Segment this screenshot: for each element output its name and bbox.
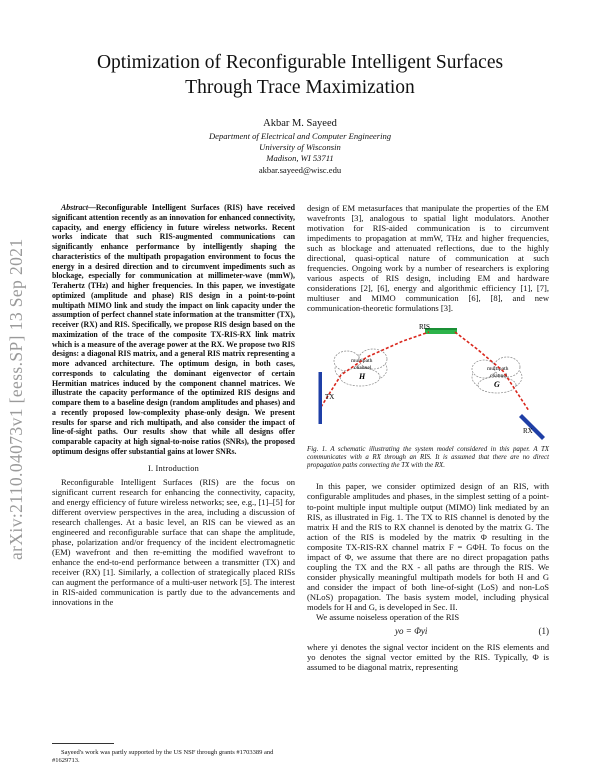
intro-paragraph-4: where yi denotes the signal vector incident on the RIS elements and yo denotes the signal vector emitted by the RIS. Typically, Φ is assumed to be diagonal matrix, representing [307,642,549,673]
tx-label: TX [325,392,335,401]
left-cloud-label-1: multipath [351,357,373,364]
arxiv-identifier: arXiv:2110.04073v1 [eess.SP] 13 Sep 2021 [6,238,26,560]
intro-paragraph-3: We assume noiseless operation of the RIS [316,612,460,623]
ris-label: RIS [419,322,430,331]
author-department: Department of Electrical and Computer Engineering [208,131,392,141]
abstract-lead: Abstract [61,203,89,212]
system-model-diagram [307,315,549,443]
equation-1 [307,622,549,642]
left-column [52,203,295,607]
footnote-text: Sayeed's work was partly supported by the US NSF through grants #1703389 and #1629713. [52,749,274,764]
author-block [100,117,500,177]
abstract [52,203,295,457]
equation-1-number: (1) [538,626,549,637]
author-email[interactable]: akbar.sayeed@wisc.edu [258,165,342,175]
right-column [307,203,549,672]
author-name: Akbar M. Sayeed [263,118,337,129]
right-cloud-symbol: G [494,379,500,389]
right-cloud-label-1: multipath [487,365,509,372]
author-city: Madison, WI 53711 [266,153,334,163]
tx-antenna-icon [319,372,323,424]
abstract-text: —Reconfigurable Intelligent Surfaces (RIS) have received significant attention recently as an innovation for enhanced connectivity, capacity, and energy efficiency in future wireless networks. Recent works indicate that such RIS-augmented communications can significantly enhance performance by intelligently shaping the characteristics of the multipath propagation environment to focus the energy in a desired direction and to circumvent impediments such as blockage, especially for communication at millimeter-wave (mmW), Terahertz (THz) and higher frequencies. In this paper, we investigate optimized (amplitude and phase) RIS design in a point-to-point multipath MIMO link and study the impact on link capacity under the assumption of perfect channel state information at the transmitter (TX), receiver (RX) and RIS. Specifically, we propose RIS design based on the maximization of the trace of the composite TX-RIS-RX link matrix which is a measure of the average power at the RX. We propose two RIS designs: a diagonal RIS matrix, and a general RIS matrix representing a more advanced architecture. The optimum design, in both cases, corresponds to calculating the dominant eigenvector of certain Hermitian matrices induced by the component channel matrices. We illustrate the capacity performance of the optimized RIS designs and compare them to a baseline design (random amplitudes and phases) and a recently proposed low-complexity phase-only design. We present results for sparse and rich multipath, and also consider the impact of line-of-sight paths. Our results show that while all designs offer comparable capacity at high signal-to-noise ratios (SNRs), the proposed optimum designs offer substantial gains at lower SNRs. [52,203,295,456]
footnote [52,743,295,765]
title-line-2: Through Trace Maximization [185,77,415,98]
right-cloud-label-2: channel [490,372,508,379]
section-heading-introduction: I. Introduction [148,463,199,473]
rx-label: RX [523,426,533,435]
paper-title [40,50,560,100]
figure-1 [307,315,549,443]
intro-paragraph-2: In this paper, we consider optimized design of an RIS, with configurable amplitudes and phases, in the simplest setting of a point-to-point multiple input multiple output (MIMO) link mediated by an RIS, as illustrated in Fig. 1. The TX to RIS channel is denoted by the matrix H and the RIS to RX channel is denoted by the matrix G. The action of the RIS is modeled by the matrix Φ resulting in the composite TX-RIS-RX channel matrix F = GΦH. To focus on the impact of Φ, we assume that there are no direct propagation paths coupling the TX and the RX - all paths are through the RIS. We consider physically meaningful multipath models for both H and G and consider the impact of both line-of-sight (LoS) and non-LoS (NLoS) propagation. The basis system model, including physical models for H and G, is developed in Sec. II. [307,481,549,612]
equation-1-body: yo = Φyi [395,626,428,637]
footnote-rule [52,743,114,744]
figure-1-caption: Fig. 1. A schematic illustrating the system model considered in this paper. A TX communicates with a RX through an RIS. It is assumed that there are no direct propagation paths connecting the TX with the RX. [307,445,549,470]
intro-paragraph-1: Reconfigurable Intelligent Surfaces (RIS) are the focus on significant current research for enhancing the connectivity, capacity, and energy efficiency of future wireless networks; see, e.g., [1]–[5] for different overview perspectives in the area, including a discussion of research challenges. At a basic level, an RIS can be viewed as an engineered and reconfigurable surface that can shape the amplitude, phase, polarization and/or frequency of the incident electromagnetic (EM) wavefront and then re-emitting the modified wavefront to enhance the end-to-end performance between a transmitter (TX) and receiver (RX) [1]. Similarly, a collection of strategically placed RISs can augment the performance of a multi-user network [5]. The interest in RIS-aided communication is partly due to the advancements and innovations in the [52,476,295,608]
title-line-1: Optimization of Reconfigurable Intelligent Surfaces [96,52,504,73]
left-cloud-label-2: channel [354,364,372,371]
left-cloud-symbol: H [359,371,366,381]
author-university: University of Wisconsin [259,142,341,152]
intro-paragraph-1-continued: design of EM metasurfaces that manipulate the properties of the EM wavefronts [3], analogous to spatial light modulators. Another motivation for RIS-aided communication is to circumvent impediments to propagation at mmW, THz and higher frequencies, such as blockage and attenuated reflections, due to the highly directional, quasi-optical nature of communication at such frequencies. Ongoing work by a number of researchers is exploring various aspects of RIS design, including EM and hardware considerations [2], [6], energy and algorithmic efficiency [1], [7], multiuser and MIMO communication [6], [8], and new communication-theoretic formulations [3]. [307,203,549,314]
